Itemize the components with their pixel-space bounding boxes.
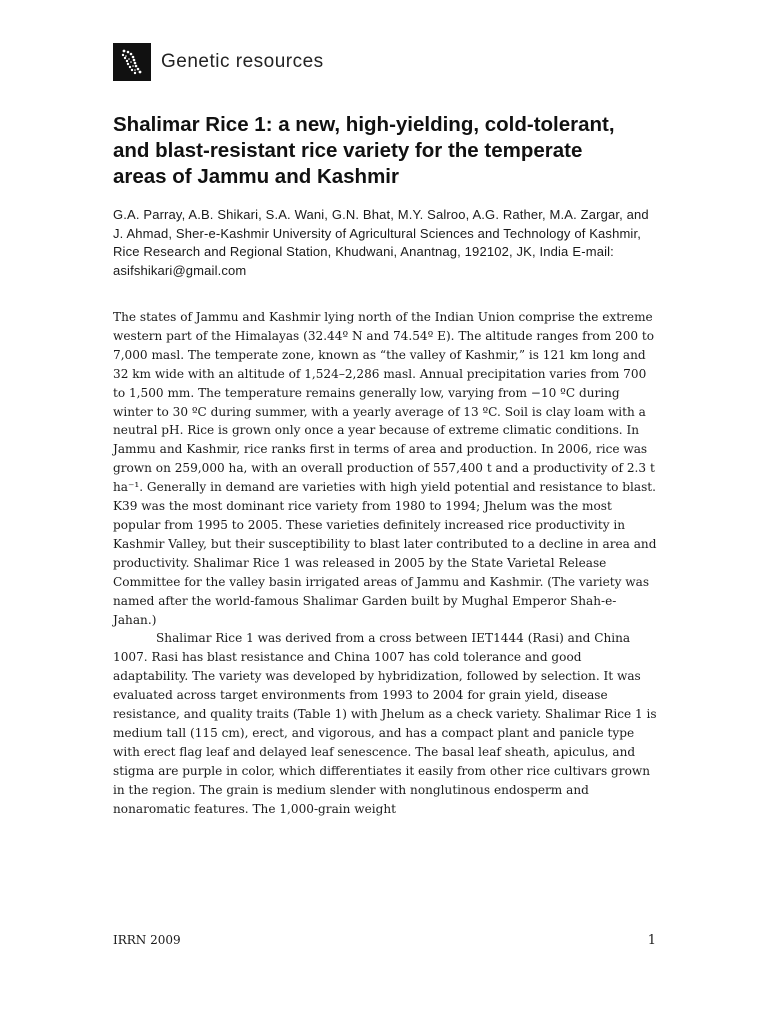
author-affiliation [113,206,658,280]
page-number: 1 [647,933,656,948]
section-label: Genetic resources [161,51,324,72]
journal-footer: IRRN 2009 [113,933,181,947]
authors-text: G.A. Parray, A.B. Shikari, S.A. Wani, G.N. Bhat, M.Y. Salroo, A.G. Rather, M.A. Zargar, and J. Ahmad, Sher-e-Kashmir University of Agricultural Sciences and Technology of Kashmir, Rice Research and Regional Station, Khudwani, Anantnag, 192102, JK, India [113,207,649,259]
dna-helix-graphic [117,47,147,77]
author-email: E-mail: asifshikari@gmail.com [113,244,614,278]
body-paragraph-1: The states of Jammu and Kashmir lying north of the Indian Union comprise the extreme western part of the Himalayas (32.44º N and 74.54º E). The altitude ranges from 200 to 7,000 masl. The temperate zone, known as “the valley of Kashmir,” is 121 km long and 32 km wide with an altitude of 1,524–2,286 masl. Annual precipitation varies from 700 to 1,500 mm. The temperature remains generally low, varying from −10 ºC during winter to 30 ºC during summer, with a yearly average of 13 ºC. Soil is clay loam with a neutral pH. Rice is grown only once a year because of extreme climatic conditions. In Jammu and Kashmir, rice ranks first in terms of area and production. In 2006, rice was grown on 259,000 ha, with an overall production of 557,400 t and a productivity of 2.3 t ha⁻¹. Generally in demand are varieties with high yield potential and resistance to blast. K39 was the most dominant rice variety from 1980 to 1994; Jhelum was the most popular from 1995 to 2005. These varieties definitely increased rice productivity in Kashmir Valley, but their susceptibility to blast later contributed to a decline in area and productivity. Shalimar Rice 1 was released in 2005 by the State Varietal Release Committee for the valley basin irrigated areas of Jammu and Kashmir. (The variety was named after the world-famous Shalimar Garden built by Mughal Emperor Shah-e-Jahan.) [113,310,657,627]
article-body [113,308,658,818]
dna-helix-icon [113,43,151,81]
section-header [113,42,324,82]
article-title: Shalimar Rice 1: a new, high-yielding, cold-tolerant, and blast-resistant rice variety for the temperate areas of Jammu and Kashmir [113,113,615,188]
body-paragraph-2: Shalimar Rice 1 was derived from a cross between IET1444 (Rasi) and China 1007. Rasi has blast resistance and China 1007 has cold tolerance and good adaptability. The variety was developed by hybridization, followed by selection. It was evaluated across target environments from 1993 to 2004 for grain yield, disease resistance, and quality traits (Table 1) with Jhelum as a check variety. Shalimar Rice 1 is medium tall (115 cm), erect, and vigorous, and has a compact plant and panicle type with erect flag leaf and delayed leaf senescence. The basal leaf sheath, apiculus, and stigma are purple in color, which differentiates it easily from other rice cultivars grown in the region. The grain is medium slender with nonglutinous endosperm and nonaromatic features. The 1,000-grain weight [113,631,657,816]
